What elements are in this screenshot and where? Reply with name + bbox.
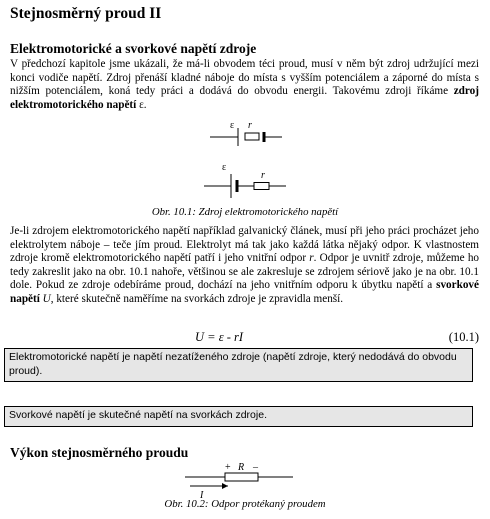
series-resistor-bottom [254, 183, 269, 190]
figure-caption-10-1: Obr. 10.1: Zdroj elektromotorického napětí [151, 206, 339, 218]
resistor-R [225, 473, 258, 481]
equation-formula: U = ε - rI [195, 330, 244, 344]
r-symbol: r [309, 252, 314, 265]
plus-sign: + [225, 462, 231, 473]
terminal-voltage-term: svorkové napětí [10, 279, 479, 305]
paragraph-emf-intro [10, 58, 479, 112]
section-heading-emf: Elektromotorické a svorkové napětí zdroje [10, 41, 257, 56]
paragraph-text-a: Je-li zdrojem elektromotorického napětí například galvanický článek, musí při jeho práci procházet jeho elektrolytem náboje – teče jím proud. Elektrolyt má tak jako každá látka nějaký odpor. K vlastnostem zdroje kromě elektromotorického napětí patří i jeho vnitřní odpor [10, 225, 479, 265]
paragraph-end: ε. [136, 98, 147, 111]
figure-caption-10-2: Obr. 10.2: Odpor protékaný proudem [164, 498, 326, 510]
R-label: R [238, 462, 245, 473]
page-title: Stejnosměrný proud II [10, 5, 162, 22]
equation-number: (10.1) [448, 330, 479, 344]
emf-term: zdroj elektromotorického napětí [10, 85, 479, 111]
section-heading-power: Výkon stejnosměrného proudu [10, 445, 189, 460]
definition-box-terminal-voltage: Svorkové napětí je skutečné napětí na svorkách zdroje. [4, 406, 473, 427]
current-arrowhead [222, 483, 228, 489]
paragraph-text-b: . Odpor je uvnitř zdroje, můžeme ho tedy zakreslit jako na obr. 10.1 nahoře, většinou se ale zakresluje se zdrojem sériově jako je na obr. 10.1 dole. Pokud ze zdroje odebíráme proud, dochází na jeho vnitřním odporu k úbytku napětí a [10, 252, 480, 292]
I-label: I [200, 490, 204, 500]
minus-sign: – [253, 462, 258, 473]
internal-resistor-top [245, 133, 259, 140]
definition-box-emf: Elektromotorické napětí je napětí nezatíženého zdroje (napětí zdroje, který nedodává do obvodu proud). [4, 348, 473, 382]
r-label-top: r [248, 120, 252, 131]
eps-label-top: ε [230, 120, 235, 131]
emf-source-diagram [190, 114, 300, 204]
r-label-bottom: r [261, 170, 265, 181]
paragraph-internal-resistance [10, 225, 479, 307]
u-symbol: U [42, 292, 51, 305]
paragraph-text: V předchozí kapitole jsme ukázali, že má-li obvodem téci proud, musí v něm být zdroj udržující mezi konci vodiče napětí. Zdroj přenáší kladné náboje do místa s vyšším potenciálem a záporné do místa s nižším potenciálem, koná tedy práci a dodává do obvodu energii. Takovému zdroji říkáme [10, 58, 479, 98]
paragraph-text-c: , které skutečně naměříme na svorkách zdroje je zpravidla menší. [50, 292, 344, 305]
eps-label-bottom: ε [222, 162, 227, 173]
resistor-current-diagram [180, 458, 300, 500]
